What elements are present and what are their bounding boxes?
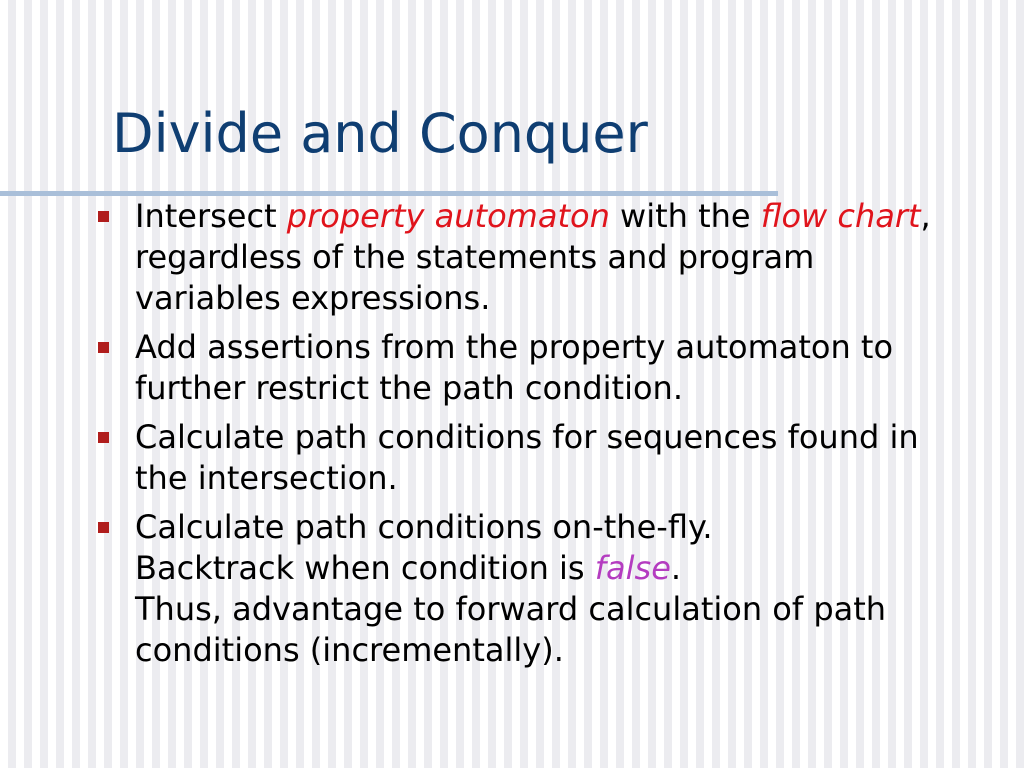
bullet-text: Add assertions from the property automaton to further restrict the path condition. [135,328,894,407]
slide-title: Divide and Conquer [112,102,648,165]
bullet-text: Thus, advantage to forward calculation of path conditions (incrementally). [135,590,887,669]
square-bullet-icon [98,342,109,353]
square-bullet-icon [98,211,109,222]
square-bullet-icon [98,522,109,533]
bullet-text: Backtrack when condition is [135,549,595,587]
bullet-text: , regardless of the statements and program variables expressions. [135,197,931,317]
bullet-text: Calculate path conditions on-the-fly. [135,508,713,546]
bullet-text: Calculate path conditions for sequences found in the intersection. [135,418,919,497]
emphasis-text: property automaton [286,197,610,235]
bullet-text: Intersect [135,197,287,235]
bullet-item [98,417,968,499]
emphasis-text: flow chart [760,197,921,235]
bullet-text: . [670,549,682,587]
bullet-item [98,196,968,319]
emphasis-text: false [594,549,671,587]
bullet-item [98,507,968,671]
bullet-item [98,327,968,409]
square-bullet-icon [98,432,109,443]
bullet-text: with the [609,197,761,235]
bullet-list [98,196,968,679]
